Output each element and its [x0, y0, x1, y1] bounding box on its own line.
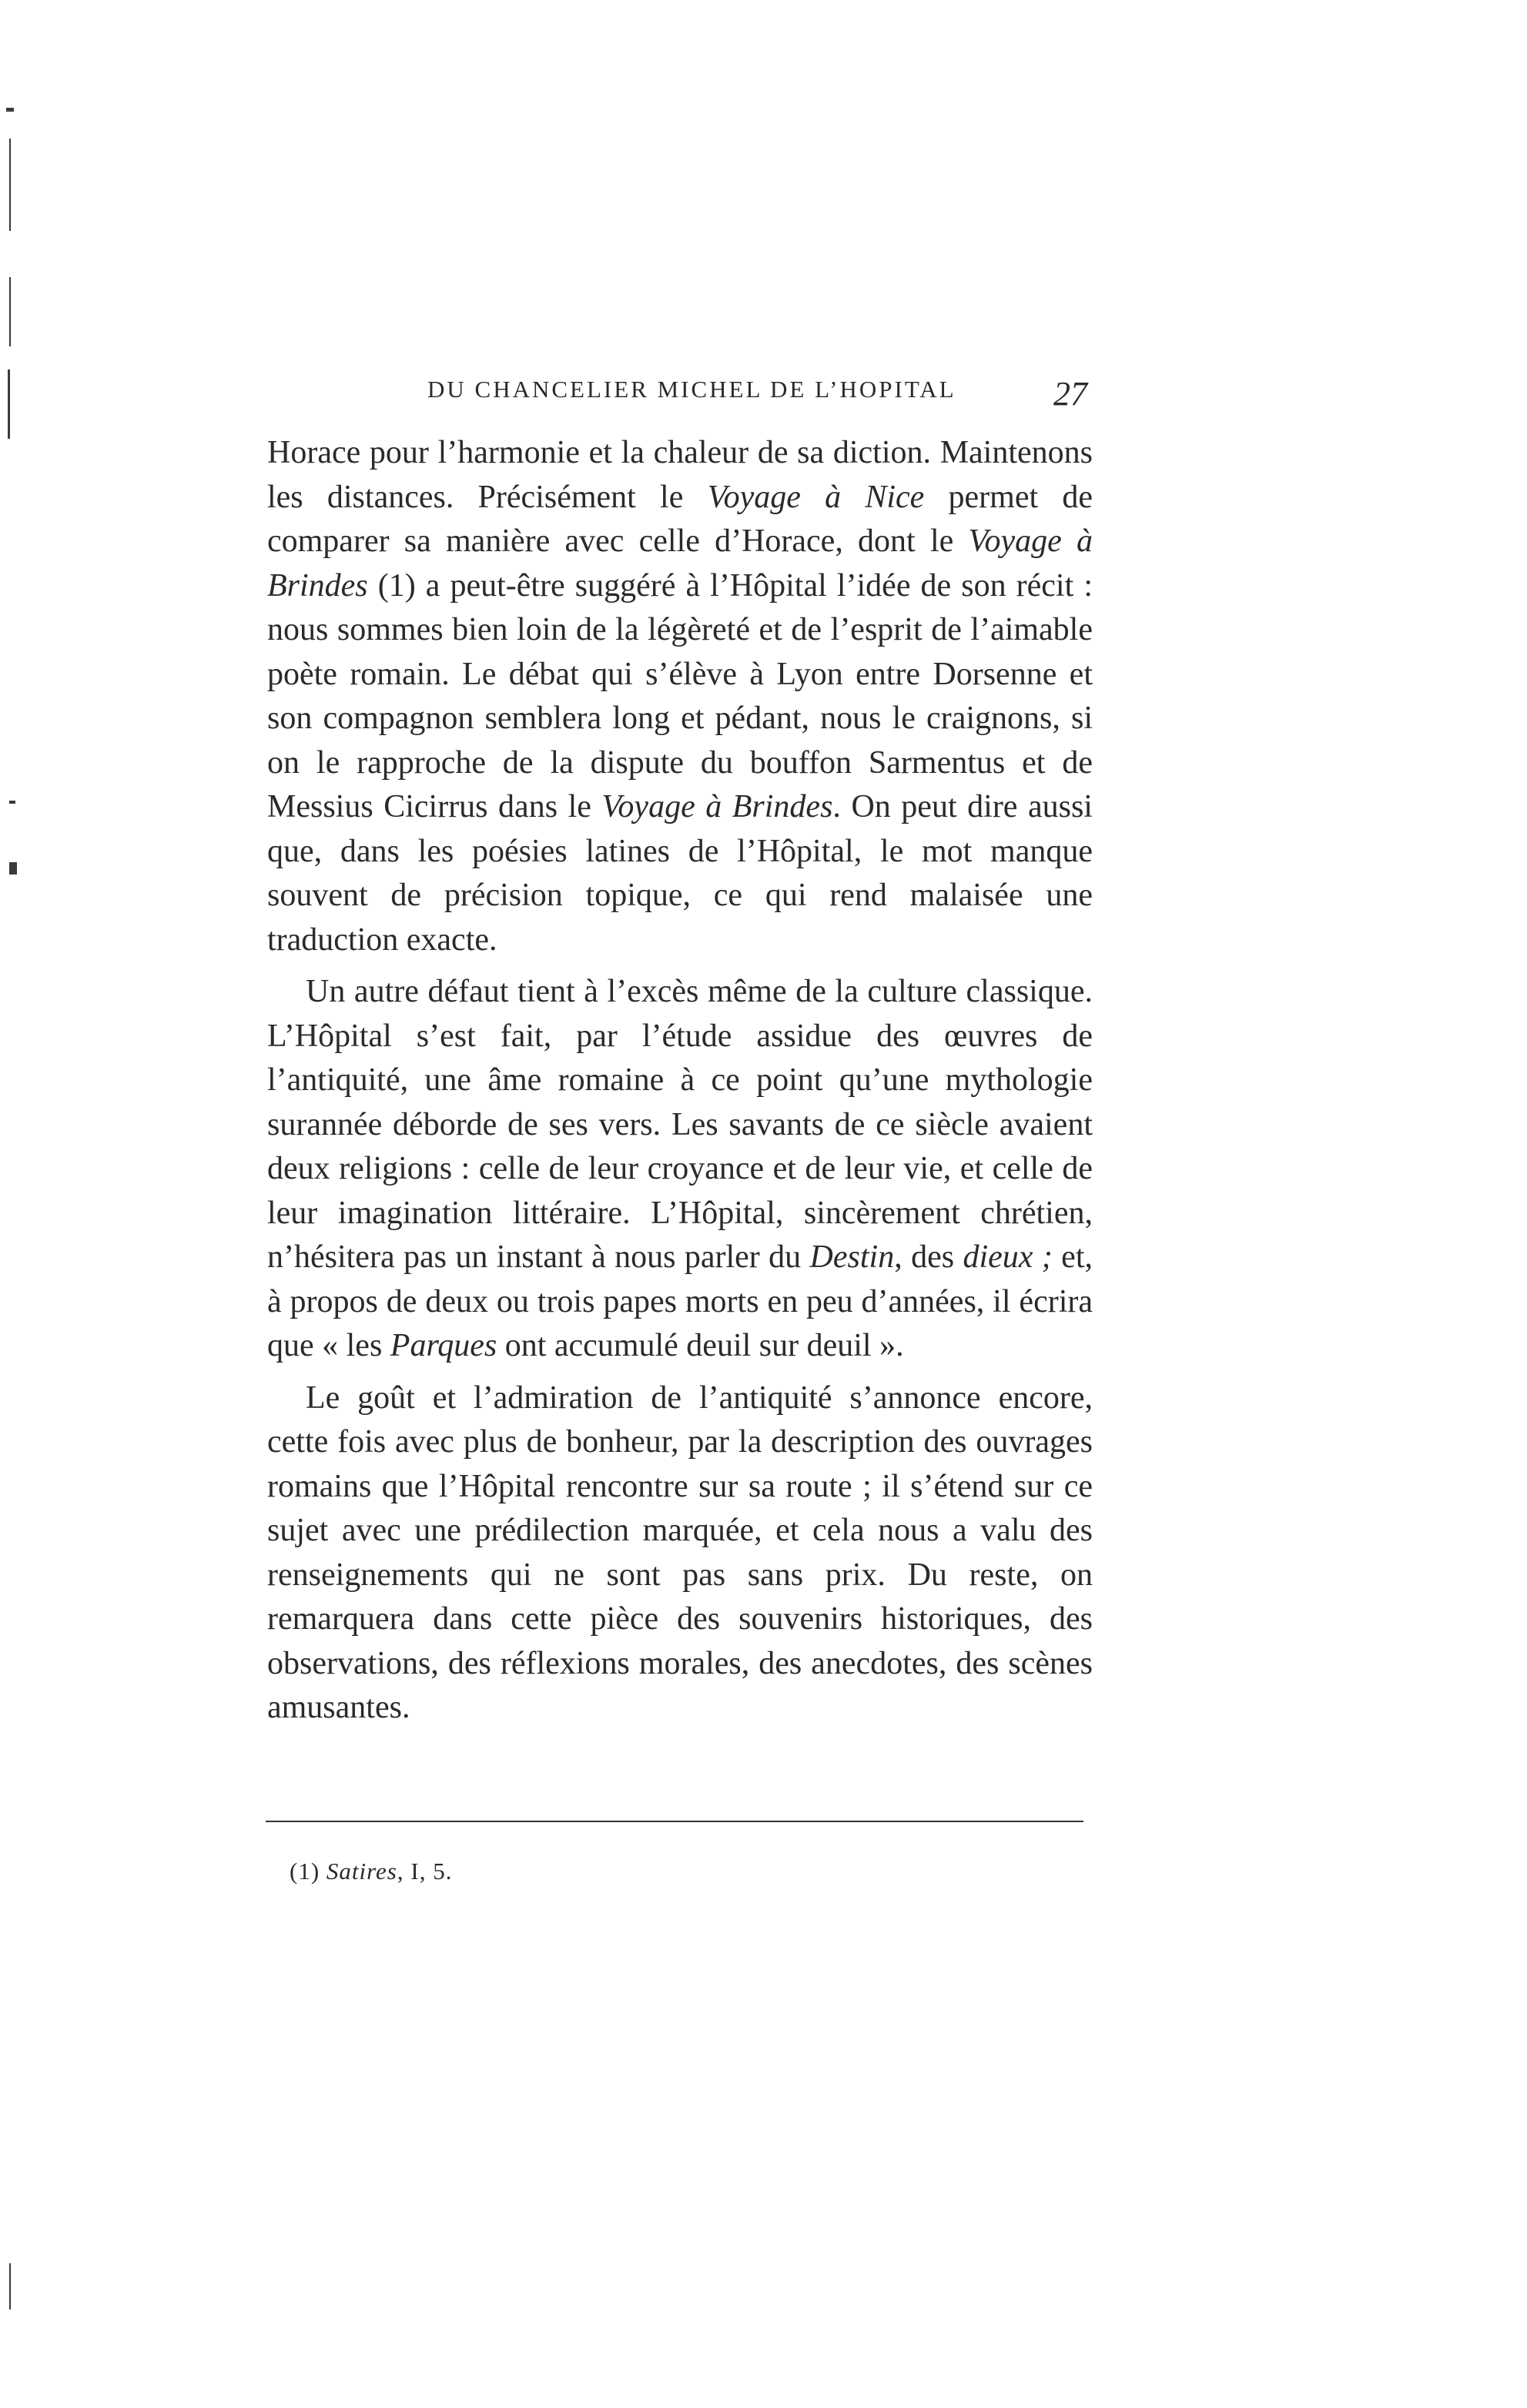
paragraph [267, 1376, 1093, 1731]
text-run: Un autre défaut tient à l’excès même de la culture classique. L’Hôpital s’est fait, par l’étude assidue des œuvres de l’antiquité, une âme romaine à ce point qu’une mythologie surannée déborde de ses vers. Les savants de ce siècle avaient deux religions : celle de leur croyance et de leur vie, et celle de leur imagination littéraire. L’Hôpital, sincèrement chrétien, n’hésitera pas un instant à nous parler du [267, 974, 1093, 1275]
footnote-source: Satires [326, 1858, 397, 1885]
text-run: . On peut dire aussi que, dans les poésies latines de l’Hôpital, le mot manque souvent de précision topique, ce qui rend malaisée une traduction exacte. [267, 789, 1093, 958]
scan-artifact [9, 277, 11, 346]
footnote-marker: (1) [290, 1858, 320, 1885]
page-number: 27 [1053, 375, 1087, 413]
text-run: Le goût et l’admiration de l’antiquité s’annonce encore, cette fois avec plus de bonheur, par la description des ouvrages romains que l’Hôpital rencontre sur sa route ; il s’étend sur ce sujet avec une prédilection marquée, et cela nous a valu des renseignements qui ne sont pas sans prix. Du reste, on remarquera dans cette pièce des souvenirs historiques, des observations, des réflexions morales, des anecdotes, des scènes amusantes. [267, 1380, 1093, 1725]
italic-text: Voyage à Brindes [267, 523, 1093, 604]
paragraph [267, 431, 1093, 962]
text-run: permet de comparer sa manière avec celle d’Horace, dont le [267, 479, 1093, 559]
text-run: (1) a peut-être suggéré à l’Hôpital l’idée de son récit : nous sommes bien loin de la légèreté et de l’esprit de l’aimable poète romain. Le débat qui s’élève à Lyon entre Dorsenne et son compagnon semblera long et pédant, nous le craignons, si on le rapproche de la dispute du bouffon Sarmentus et de Messius Cicirrus dans le [267, 567, 1093, 824]
scan-artifact [9, 862, 17, 875]
scan-artifact [9, 801, 15, 804]
running-head: DU CHANCELIER MICHEL DE L’HOPITAL [427, 376, 956, 403]
text-run: ont accumulé deuil sur deuil ». [497, 1328, 904, 1363]
italic-text: dieux ; [963, 1239, 1053, 1275]
footnote-reference: , I, 5. [397, 1858, 453, 1885]
italic-text: Voyage à Brindes [601, 789, 833, 824]
footnote [290, 1858, 452, 1885]
scan-artifact [9, 139, 11, 231]
text-run: Horace pour l’harmonie et la chaleur de sa diction. Maintenons les distances. Précisément le [267, 435, 1093, 515]
scan-artifact [6, 108, 14, 112]
italic-text: Destin [809, 1239, 895, 1275]
scan-artifact [8, 370, 10, 439]
text-run: et, à propos de deux ou trois papes morts en peu d’années, il écrira que « les [267, 1239, 1093, 1363]
text-run: , des [894, 1239, 963, 1275]
paragraph [267, 970, 1093, 1369]
body-text [267, 431, 1093, 1731]
italic-text: Voyage à Nice [707, 479, 925, 515]
scan-artifact [9, 2263, 11, 2309]
footnote-divider [266, 1821, 1083, 1822]
italic-text: Parques [390, 1328, 497, 1363]
